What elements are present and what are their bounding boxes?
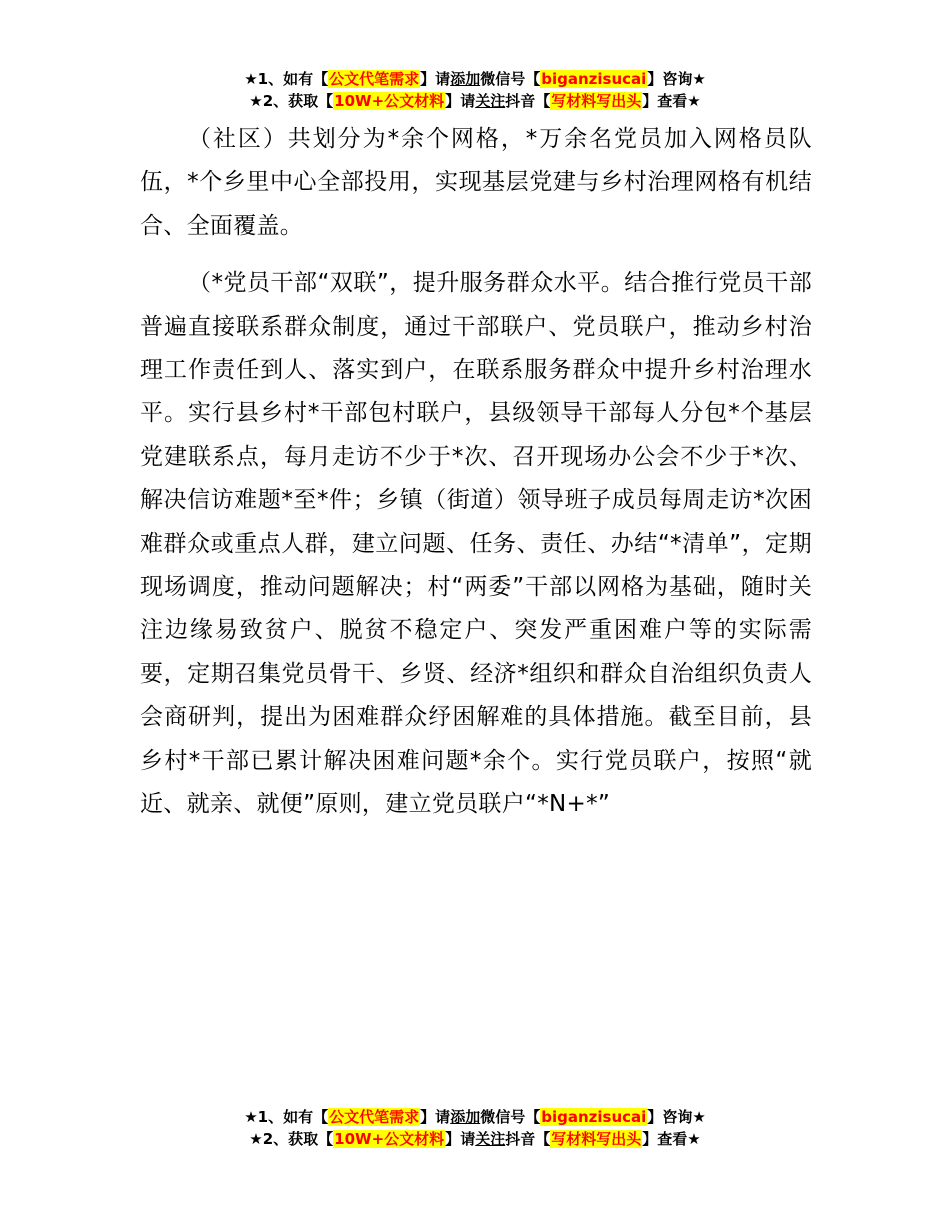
banner-text: 请: [460, 1130, 476, 1148]
bracket-open: 【: [525, 1108, 541, 1126]
body-paragraph-1: （社区）共划分为*余个网格，*万余名党员加入网格员队伍，*个乡里中心全部投用，实现基层党建与乡村治理网格有机结合、全面覆盖。: [140, 126, 812, 239]
highlight-wechat-id: biganzisucai: [541, 1108, 647, 1126]
bracket-open: 【: [535, 92, 551, 110]
highlight-douyin-account: 写材料写出头: [551, 92, 642, 110]
banner-line-2: [0, 1128, 950, 1150]
banner-text: ★1、如有: [244, 1108, 314, 1126]
body-paragraph-2: （*党员干部“双联”，提升服务群众水平。结合推行党员干部普遍直接联系群众制度，通过干部联户、党员联户，推动乡村治理工作责任到人、落实到户，在联系服务群众中提升乡村治理水平。实行县乡村*干部包村联户，县级领导干部每人分包*个基层党建联系点，每月走访不少于*次、召开现场办公会不少于*次、解决信访难题*至*件；乡镇（街道）领导班子成员每周走访*次困难群众或重点人群，建立问题、任务、责任、办结“*清单”，定期现场调度，推动问题解决；村“两委”干部以网格为基础，随时关注边缘易致贫户、脱贫不稳定户、突发严重困难户等的实际需要，定期召集党员骨干、乡贤、经济*组织和群众自治组织负责人会商研判，提出为困难群众纾困解难的具体措施。截至目前，县乡村*干部已累计解决困难问题*余个。实行党员联户，按照“就近、就亲、就便”原则，建立党员联户“*N+*”: [140, 270, 812, 818]
banner-text: 咨询★: [662, 70, 706, 88]
header-banner: [0, 68, 950, 112]
highlight-wechat-id: biganzisucai: [541, 70, 647, 88]
footer-banner: [0, 1106, 950, 1150]
bracket-close: 】: [647, 1108, 663, 1126]
bracket-open: 【: [535, 1130, 551, 1148]
bracket-open: 【: [318, 1130, 334, 1148]
banner-text: 请: [435, 1108, 451, 1126]
underlined-add: 添加: [450, 1108, 481, 1126]
banner-text: ★1、如有: [244, 70, 314, 88]
bracket-close: 】: [647, 70, 663, 88]
banner-line-1: [0, 68, 950, 90]
highlight-materials: 10W+公文材料: [334, 1130, 445, 1148]
banner-text: 请: [460, 92, 476, 110]
bracket-close: 】: [420, 70, 436, 88]
bracket-open: 【: [313, 70, 329, 88]
bracket-open: 【: [313, 1108, 329, 1126]
banner-text: 抖音: [505, 1130, 536, 1148]
highlight-ghostwriting-service: 公文代笔需求: [329, 70, 420, 88]
bracket-open: 【: [525, 70, 541, 88]
banner-text: ★2、获取: [249, 92, 319, 110]
banner-text: 微信号: [480, 70, 526, 88]
underlined-follow: 关注: [475, 92, 506, 110]
banner-text: 请: [435, 70, 451, 88]
banner-text: 查看★: [657, 1130, 701, 1148]
banner-line-1: [0, 1106, 950, 1128]
bracket-close: 】: [445, 92, 461, 110]
banner-text: 微信号: [480, 1108, 526, 1126]
underlined-add: 添加: [450, 70, 481, 88]
banner-text: 咨询★: [662, 1108, 706, 1126]
bracket-open: 【: [318, 92, 334, 110]
bracket-close: 】: [642, 1130, 658, 1148]
highlight-ghostwriting-service: 公文代笔需求: [329, 1108, 420, 1126]
banner-line-2: [0, 90, 950, 112]
banner-text: ★2、获取: [249, 1130, 319, 1148]
document-body: [140, 118, 812, 827]
bracket-close: 】: [420, 1108, 436, 1126]
highlight-douyin-account: 写材料写出头: [551, 1130, 642, 1148]
banner-text: 抖音: [505, 92, 536, 110]
banner-text: 查看★: [657, 92, 701, 110]
bracket-close: 】: [445, 1130, 461, 1148]
underlined-follow: 关注: [475, 1130, 506, 1148]
bracket-close: 】: [642, 92, 658, 110]
highlight-materials: 10W+公文材料: [334, 92, 445, 110]
